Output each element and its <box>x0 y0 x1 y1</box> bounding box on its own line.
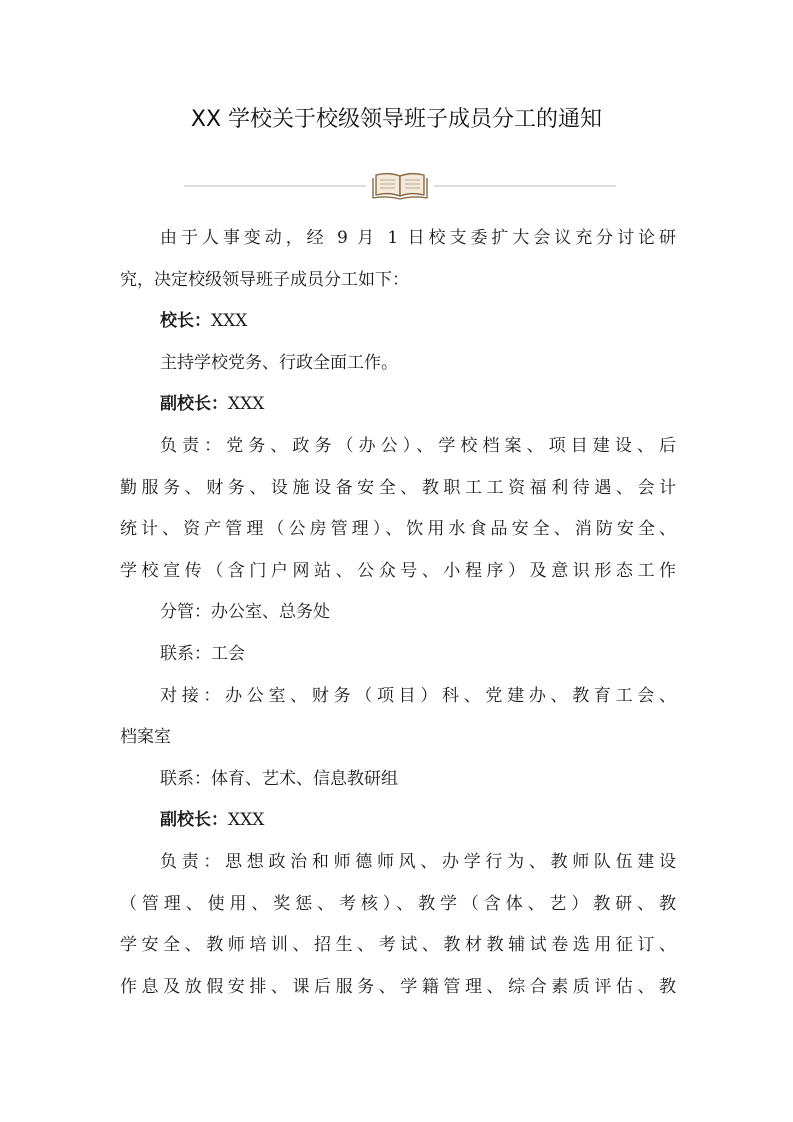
vice1-liaison: 联系：工会 <box>160 643 245 664</box>
principal-duty: 主持学校党务、行政全面工作。 <box>160 352 398 373</box>
vice1-role-label: 副校长： <box>160 394 228 415</box>
intro-line-2: 究，决定校级领导班子成员分工如下： <box>120 269 409 290</box>
vice1-manage: 分管：办公室、总务处 <box>160 602 330 623</box>
vice1-docking-line-2: 档案室 <box>120 727 171 748</box>
principal-name: XXX <box>211 311 248 332</box>
document-body <box>120 218 676 1008</box>
intro-line-1: 由于人事变动，经 9 月 1 日校支委扩大会议充分讨论研 <box>160 228 676 248</box>
vice1-name: XXX <box>228 394 265 415</box>
vice2-resp-line-4: 作息及放假安排、课后服务、学籍管理、综合素质评估、教 <box>120 976 676 997</box>
vice2-resp-line-2: （管理、使用、奖惩、考核）、教学（含体、艺）教研、教 <box>120 893 676 914</box>
vice1-heading <box>120 384 676 426</box>
vice1-resp-line-4: 学校宣传（含门户网站、公众号、小程序）及意识形态工作 <box>120 560 676 581</box>
vice2-role-label: 副校长： <box>160 810 228 831</box>
vice1-resp-line-2: 勤服务、财务、设施设备安全、教职工工资福利待遇、会计 <box>120 477 676 498</box>
vice1-liaison-2: 联系：体育、艺术、信息教研组 <box>160 768 398 789</box>
vice2-heading <box>120 800 676 842</box>
vice2-resp-line-1: 负责：思想政治和师德师风、办学行为、教师队伍建设 <box>160 851 676 872</box>
vice2-resp-line-3: 学安全、教师培训、招生、考试、教材教辅试卷选用征订、 <box>120 935 676 956</box>
vice1-resp-line-3: 统计、资产管理（公房管理）、饮用水食品安全、消防安全、 <box>120 519 676 540</box>
vice1-docking-line-1: 对接：办公室、财务（项目）科、党建办、教育工会、 <box>160 685 676 706</box>
document-title: XX 学校关于校级领导班子成员分工的通知 <box>190 107 603 132</box>
book-divider <box>180 166 620 206</box>
vice2-name: XXX <box>228 810 265 831</box>
vice1-resp-line-1: 负责：党务、政务（办公）、学校档案、项目建设、后 <box>160 435 676 456</box>
principal-heading <box>120 301 676 343</box>
open-book-icon <box>373 174 427 199</box>
principal-role-label: 校长： <box>160 311 211 332</box>
